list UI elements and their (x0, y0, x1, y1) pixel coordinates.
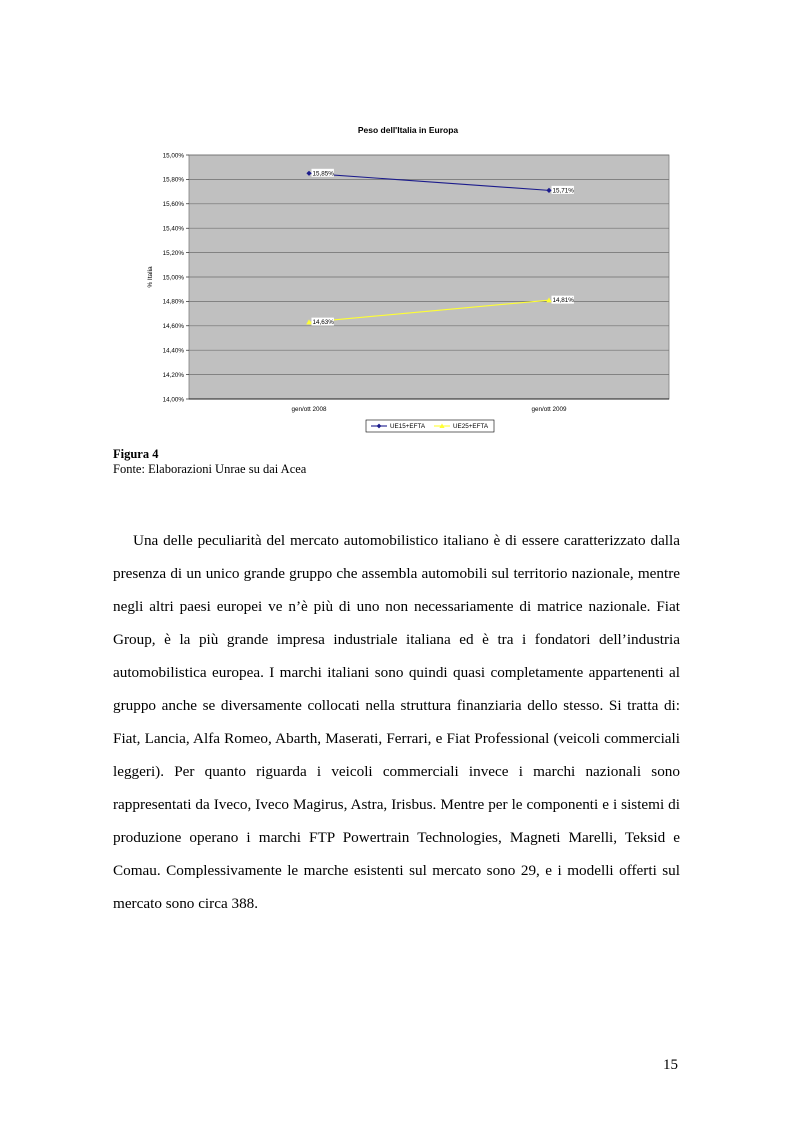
y-tick-label: 15,40% (162, 225, 184, 233)
data-label: 14,81% (552, 297, 574, 305)
figure-label: Figura 4 (113, 447, 159, 461)
legend-label: UE15+EFTA (390, 423, 426, 431)
y-tick-label: 15,20% (162, 249, 184, 257)
figure-source: Fonte: Elaborazioni Unrae su dai Acea (113, 462, 307, 476)
y-tick-label: 15,00% (162, 152, 184, 160)
x-tick-label: gen/ott 2008 (291, 406, 327, 413)
y-tick-label: 15,00% (162, 274, 184, 282)
line-chart (140, 118, 680, 438)
y-tick-label: 14,40% (162, 347, 184, 355)
y-axis-label: % Italia (147, 266, 154, 288)
data-label: 15,71% (552, 187, 574, 195)
chart-legend (366, 420, 494, 432)
x-tick-label: gen/ott 2009 (531, 406, 567, 413)
figure-caption (113, 447, 306, 477)
y-tick-label: 15,80% (162, 176, 184, 184)
data-label: 14,63% (312, 319, 334, 327)
legend-label: UE25+EFTA (453, 423, 489, 431)
data-label: 15,85% (312, 170, 334, 178)
y-tick-label: 14,60% (162, 323, 184, 331)
y-tick-label: 14,00% (162, 396, 184, 404)
y-tick-label: 14,80% (162, 298, 184, 306)
y-axis-ticks (163, 152, 189, 403)
y-tick-label: 15,60% (162, 201, 184, 209)
page-number: 15 (663, 1057, 678, 1073)
body-paragraph: Una delle peculiarità del mercato automobilistico italiano è di essere caratterizzato dalla presenza di un unico grande gruppo che assembla automobili sul territorio nazionale, mentre negli altri paesi europei ve n’è più di uno non necessariamente di matrice nazionale. Fiat Group, è la più grande impresa industriale italiana ed è tra i fondatori dell’industria automobilistica europea. I marchi italiani sono quindi quasi completamente appartenenti al gruppo anche se diversamente collocati nella struttura finanziaria dello stesso. Si tratta di: Fiat, Lancia, Alfa Romeo, Abarth, Maserati, Ferrari, e Fiat Professional (veicoli commerciali leggeri). Per quanto riguarda i veicoli commerciali invece i marchi nazionali sono rappresentati da Iveco, Iveco Magirus, Astra, Irisbus. Mentre per le componenti e i sistemi di produzione operano i marchi FTP Powertrain Technologies, Magneti Marelli, Teksid e Comau. Complessivamente le marche esistenti sul mercato sono 29, e i modelli offerti sul mercato sono circa 388. (113, 532, 680, 912)
y-tick-label: 14,20% (162, 371, 184, 379)
x-axis-ticks (189, 399, 669, 413)
chart-title: Peso dell'Italia in Europa (357, 125, 459, 135)
